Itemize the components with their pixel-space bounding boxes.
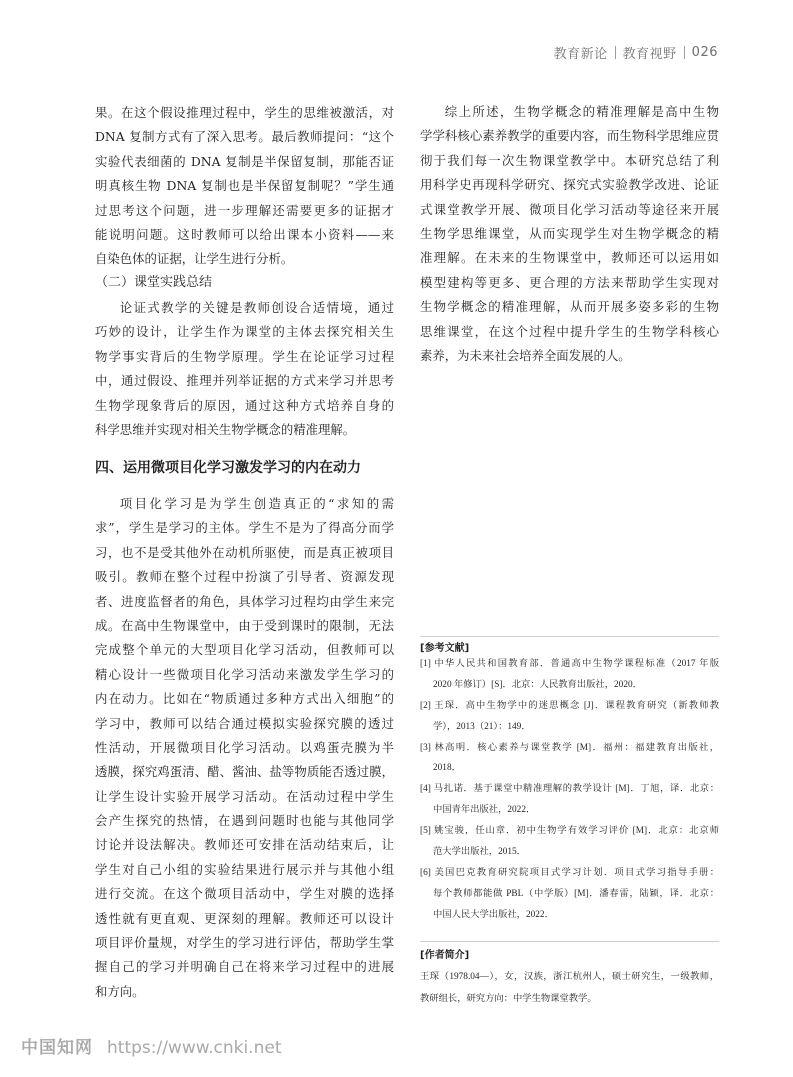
cnki-logo-text: 中国知网: [21, 1038, 93, 1058]
running-header: [554, 43, 718, 61]
text-line: 生物学概念的精准理解，从而开展多姿多彩的生物: [420, 299, 719, 315]
reference-line: 中国人民大学出版社，2022．: [433, 909, 554, 920]
text-line: 成。在高中生物课堂中，由于受到课时的限制，无法: [95, 617, 394, 633]
text-line: 讨论并设法解决。教师还可安排在活动结束后，让: [95, 837, 394, 853]
text-line: 巧妙的设计，让学生作为课堂的主体去探究相关生: [95, 324, 394, 340]
text-line: 项目化学习是为学生创造真正的“求知的需: [119, 496, 394, 511]
author-bio-text: [420, 966, 719, 1010]
text-line: 物学事实背后的生物学原理。学生在论证学习过程: [95, 348, 394, 364]
text-line: 内在动力。比如在“物质通过多种方式出入细胞”的: [95, 691, 394, 707]
reference-line: [2] 王琛．高中生物学中的迷思概念 [J]．课程教育研究（新教师教: [420, 700, 719, 711]
cnki-watermark: [21, 1033, 281, 1058]
text-line: 学学科核心素养教学的重要内容，而生物科学思维应贯: [420, 128, 719, 144]
reference-item: [420, 863, 719, 926]
text-line: 彻于我们每一次生物课堂教学中。本研究总结了利: [420, 152, 719, 168]
text-line: 实验代表细菌的 DNA 复制是半保留复制，那能否证: [95, 153, 394, 169]
reference-line: 2020 年修订）[S]．北京：人民教育出版社，2020．: [433, 679, 642, 690]
divider-line: [420, 941, 719, 942]
text-line: 过思考这个问题，进一步理解还需要更多的证据才: [95, 202, 394, 218]
cnki-url: https://www.cnki.net: [107, 1038, 282, 1058]
text-line: 素养，为未来社会培养全面发展的人。: [420, 347, 631, 363]
text-line: 握自己的学习并明确自己在将来学习过程中的进展: [95, 959, 394, 975]
reference-item: [420, 738, 719, 780]
text-line: 思维课堂，在这个过程中提升学生的生物学科核心: [420, 323, 719, 339]
author-bio-title: [作者简介]: [420, 950, 470, 961]
reference-line: [3] 林高明．核心素养与课堂教学 [M]．福州：福建教育出版社，: [420, 742, 719, 753]
references-list: [420, 654, 719, 926]
text-line: 能说明问题。这时教师可以给出课本小资料——来: [95, 226, 394, 242]
reference-item: [420, 654, 719, 696]
text-line: DNA 复制方式有了深入思考。最后教师提问：“这个: [95, 129, 394, 145]
text-line: 吸引。教师在整个过程中扮演了引导者、资源发现: [95, 569, 394, 585]
text-line: 会产生探究的热情，在遇到问题时也能与其他同学: [95, 813, 394, 829]
header-divider: [684, 46, 685, 59]
text-line: 学生对自己小组的实验结果进行展示并与其他小组: [95, 861, 394, 877]
text-line: 科学思维并实现对相关生物学概念的精准理解。: [95, 421, 356, 437]
conclusion-paragraph: [420, 100, 719, 368]
author-bio-section: [420, 948, 719, 963]
reference-line: 范大学出版社，2015．: [433, 847, 526, 858]
reference-line: 学），2013（21）：149．: [433, 721, 531, 732]
author-bio-line: 教研组长，研究方向：中学生物课堂教学。: [420, 994, 597, 1004]
reference-line: 中国青年出版社，2022．: [433, 805, 536, 816]
text-line: 性活动，开展微项目化学习活动。以鸡蛋壳膜为半: [95, 739, 394, 755]
subsection-heading: （二）课堂实践总结: [95, 275, 213, 290]
reference-line: 2018．: [433, 763, 461, 774]
text-line: 中，通过假设、推理并列举证据的方式来学习并思考: [95, 373, 394, 389]
references-title: [参考文献]: [420, 643, 470, 654]
text-line: 精心设计一些微项目化学习活动来激发学生学习的: [95, 666, 394, 682]
text-line: 者、进度监督者的角色，具体学习过程均由学生来完: [95, 593, 394, 609]
divider-line: [420, 636, 719, 637]
text-line: 准理解。在未来的生物课堂中，教师还可以运用如: [420, 250, 719, 266]
reference-line: [5] 姚宝骏，任山章．初中生物学有效学习评价 [M]．北京：北京师: [420, 826, 719, 837]
text-line: 生物学思维课堂，从而实现学生对生物学概念的精: [420, 225, 719, 241]
section-heading: 四、运用微项目化学习激发学习的内在动力: [95, 460, 361, 476]
column-label: 教育视野: [622, 46, 677, 62]
reference-line: [4] 马扎诺．基于课堂中精准理解的教学设计 [M]．丁旭，译．北京：: [420, 784, 719, 795]
text-line: 式课堂教学开展、微项目化学习活动等途径来开展: [420, 201, 719, 217]
reference-line: [6] 美国巴克教育研究院项目式学习计划．项目式学习指导手册：: [420, 867, 719, 878]
body-paragraph: [95, 492, 394, 1004]
text-line: 进行交流。在这个微项目活动中，学生对膜的选择: [95, 886, 394, 902]
reference-line: [1] 中华人民共和国教育部．普通高中生物学课程标准（2017 年版: [420, 659, 719, 669]
header-divider: [615, 46, 616, 59]
text-line: 让学生设计实验开展学习活动。在活动过程中学生: [95, 788, 394, 804]
text-line: 模型建构等更多、更合理的方法来帮助学生实现对: [420, 274, 719, 290]
text-line: 透膜，探究鸡蛋清、醋、酱油、盐等物质能否透过膜，: [95, 764, 394, 780]
text-line: 项目评价量规，对学生的学习进行评估，帮助学生掌: [95, 935, 394, 951]
page-number: 026: [691, 44, 718, 60]
text-line: 明真核生物 DNA 复制也是半保留复制呢？”学生通: [95, 178, 394, 194]
reference-item: [420, 821, 719, 863]
reference-item: [420, 696, 719, 738]
body-paragraph: [95, 101, 394, 272]
text-line: 论证式教学的关键是教师创设合适情境，通过: [119, 300, 394, 315]
author-bio-line: 王琛（1978.04—），女，汉族，浙江杭州人，硕士研究生，一级教师，: [420, 972, 719, 982]
body-paragraph: [95, 296, 394, 442]
text-line: 果。在这个假设推理过程中，学生的思维被激活，对: [95, 105, 394, 120]
text-line: 综上所述，生物学概念的精准理解是高中生物: [444, 104, 719, 119]
text-line: 学习中，教师可以结合通过模拟实验探究膜的透过: [95, 715, 394, 731]
text-line: 生物学现象背后的原因，通过这种方式培养自身的: [95, 397, 394, 413]
text-line: 求”，学生是学习的主体。学生不是为了得高分而学: [95, 520, 394, 536]
text-line: 自染色体的证据，让学生进行分析。: [95, 251, 294, 267]
text-line: 用科学史再现科学研究、探究式实验教学改进、论证: [420, 177, 719, 193]
reference-item: [420, 779, 719, 821]
text-line: 透性就有更直观、更深刻的理解。教师还可以设计: [95, 910, 394, 926]
text-line: 习，也不是受其他外在动机所驱使，而是真正被项目: [95, 544, 394, 560]
text-line: 完成整个单元的大型项目化学习活动，但教师可以: [95, 642, 394, 658]
text-line: 和方向。: [95, 983, 145, 999]
reference-line: 每个教师都能做 PBL（中学版）[M]．潘春雷，陆颖，译．北京：: [433, 888, 719, 899]
journal-section-label: 教育新论: [553, 46, 608, 62]
